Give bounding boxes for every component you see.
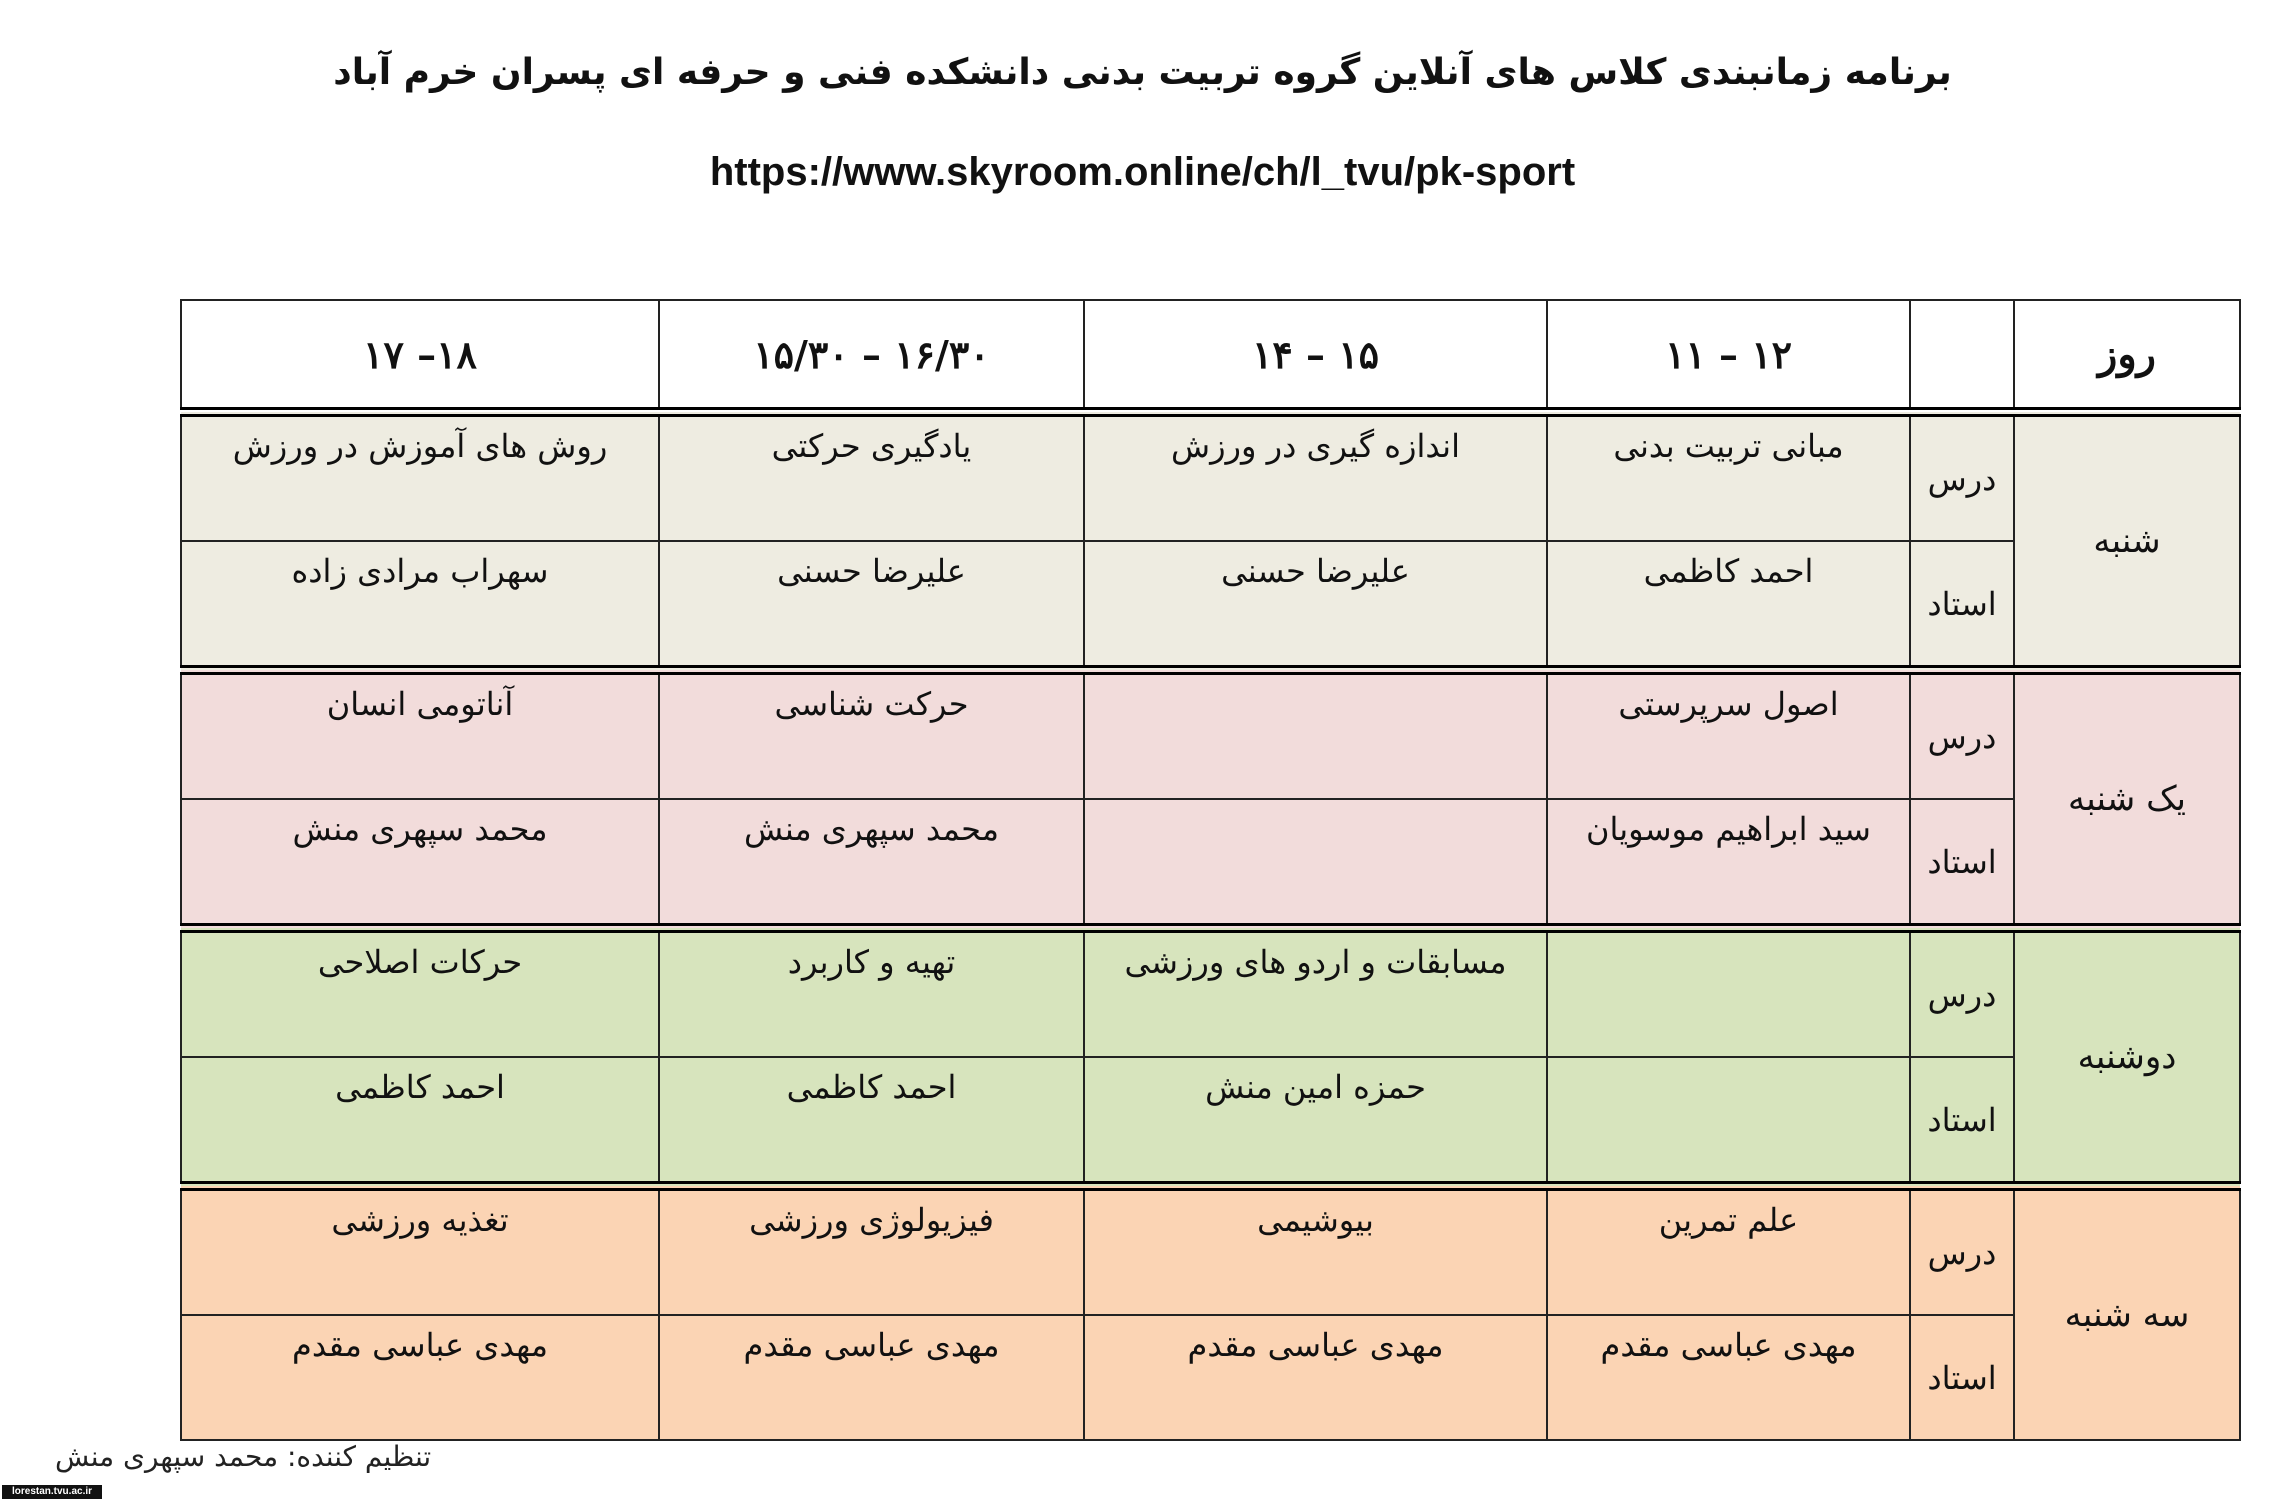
course-cell: روش های آموزش در ورزش: [181, 412, 659, 541]
header-row: [181, 300, 2240, 412]
course-label: درس: [1910, 670, 2014, 799]
course-cell: تهیه و کاربرد: [659, 928, 1084, 1057]
day-group-sunday: [181, 670, 2240, 928]
day-name: سه شنبه: [2014, 1186, 2240, 1440]
teacher-cell: علیرضا حسنی: [1084, 541, 1547, 670]
teacher-row: [181, 1315, 2240, 1440]
teacher-cell: مهدی عباسی مقدم: [659, 1315, 1084, 1440]
teacher-label: استاد: [1910, 541, 2014, 670]
day-group-monday: [181, 928, 2240, 1186]
teacher-row: [181, 541, 2240, 670]
site-stamp: lorestan.tvu.ac.ir: [2, 1485, 102, 1499]
course-cell: تغذیه ورزشی: [181, 1186, 659, 1315]
page-title: برنامه زمانبندی کلاس های آنلاین گروه تربیت بدنی دانشکده فنی و حرفه ای پسران خرم آباد: [333, 52, 1952, 93]
header-slot-2: ۱۵ – ۱۴: [1084, 300, 1547, 412]
class-url[interactable]: https://www.skyroom.online/ch/l_tvu/pk-sport: [709, 150, 1576, 194]
course-row: [181, 928, 2240, 1057]
teacher-cell: احمد کاظمی: [181, 1057, 659, 1186]
course-cell: [1084, 670, 1547, 799]
course-cell: اصول سرپرستی: [1547, 670, 1910, 799]
footer-credit: تنظیم کننده: محمد سپهری منش: [55, 1440, 432, 1473]
header-slot-3: ۱۶/۳۰ – ۱۵/۳۰: [659, 300, 1084, 412]
course-row: [181, 1186, 2240, 1315]
course-label: درس: [1910, 1186, 2014, 1315]
course-cell: علم تمرین: [1547, 1186, 1910, 1315]
day-name: شنبه: [2014, 412, 2240, 670]
teacher-cell: [1084, 799, 1547, 928]
schedule-table: [180, 299, 2241, 1441]
course-cell: یادگیری حرکتی: [659, 412, 1084, 541]
header-day: روز: [2014, 300, 2240, 412]
teacher-cell: [1547, 1057, 1910, 1186]
course-cell: آناتومی انسان: [181, 670, 659, 799]
course-label: درس: [1910, 928, 2014, 1057]
teacher-cell: مهدی عباسی مقدم: [181, 1315, 659, 1440]
teacher-cell: سید ابراهیم موسویان: [1547, 799, 1910, 928]
course-label: درس: [1910, 412, 2014, 541]
day-group-tuesday: [181, 1186, 2240, 1440]
header-slot-1: ۱۲ – ۱۱: [1547, 300, 1910, 412]
teacher-label: استاد: [1910, 799, 2014, 928]
course-cell: حرکات اصلاحی: [181, 928, 659, 1057]
teacher-cell: سهراب مرادی زاده: [181, 541, 659, 670]
day-group-saturday: [181, 412, 2240, 670]
course-cell: مسابقات و اردو های ورزشی: [1084, 928, 1547, 1057]
teacher-cell: علیرضا حسنی: [659, 541, 1084, 670]
teacher-label: استاد: [1910, 1315, 2014, 1440]
teacher-cell: احمد کاظمی: [1547, 541, 1910, 670]
teacher-row: [181, 1057, 2240, 1186]
teacher-label: استاد: [1910, 1057, 2014, 1186]
teacher-cell: محمد سپهری منش: [181, 799, 659, 928]
day-name: یک شنبه: [2014, 670, 2240, 928]
header-slot-4: ۱۸– ۱۷: [181, 300, 659, 412]
course-cell: مبانی تربیت بدنی: [1547, 412, 1910, 541]
course-cell: [1547, 928, 1910, 1057]
teacher-cell: حمزه امین منش: [1084, 1057, 1547, 1186]
teacher-cell: احمد کاظمی: [659, 1057, 1084, 1186]
teacher-cell: مهدی عباسی مقدم: [1547, 1315, 1910, 1440]
day-name: دوشنبه: [2014, 928, 2240, 1186]
teacher-row: [181, 799, 2240, 928]
teacher-cell: محمد سپهری منش: [659, 799, 1084, 928]
course-row: [181, 670, 2240, 799]
course-cell: حرکت شناسی: [659, 670, 1084, 799]
header-blank: [1910, 300, 2014, 412]
course-row: [181, 412, 2240, 541]
course-cell: بیوشیمی: [1084, 1186, 1547, 1315]
course-cell: اندازه گیری در ورزش: [1084, 412, 1547, 541]
course-cell: فیزیولوژی ورزشی: [659, 1186, 1084, 1315]
teacher-cell: مهدی عباسی مقدم: [1084, 1315, 1547, 1440]
